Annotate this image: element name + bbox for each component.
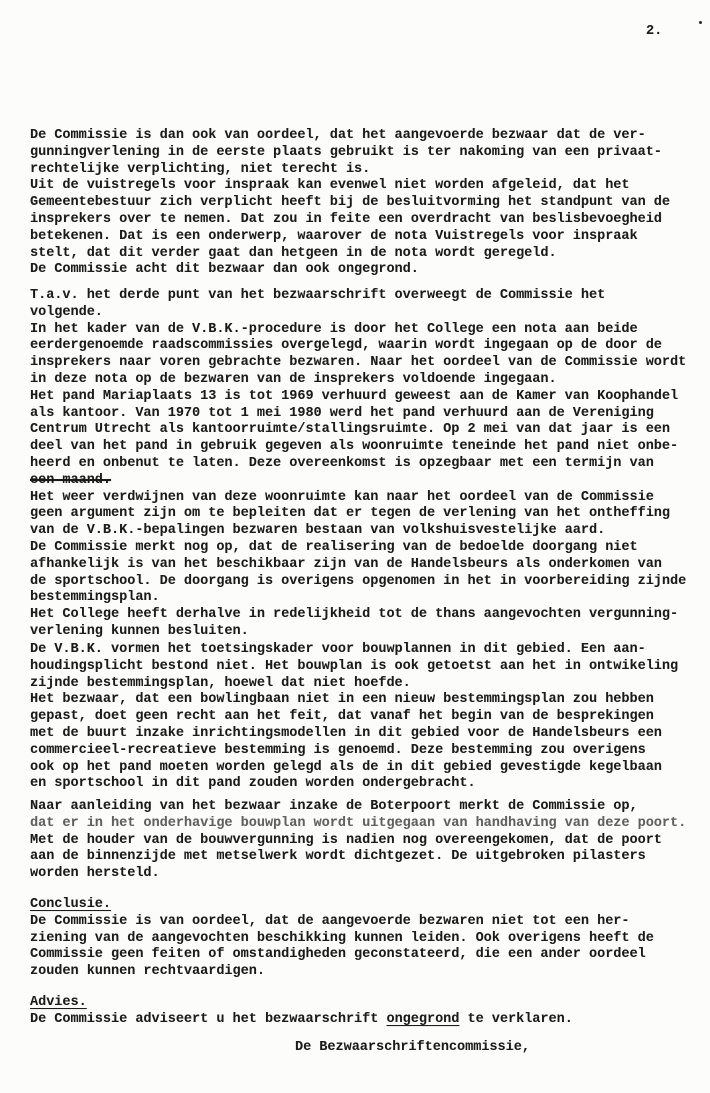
text-line: Het bezwaar, dat een bowlingbaan niet in een nieuw bestemmingsplan zou hebben xyxy=(30,692,654,708)
text-line: insprekers naar voren gebrachte bezwaren. Naar het oordeel van de Commissie wordt xyxy=(30,355,687,371)
text-line: gepast, doet geen recht aan het feit, dat vanaf het begin van de besprekingen xyxy=(30,709,654,725)
paragraph-2 xyxy=(30,288,686,641)
text-line: Centrum Utrecht als kantoorruimte/stallingsruimte. Op 2 mei van dat jaar is een xyxy=(30,422,671,438)
paragraph-4 xyxy=(30,799,686,883)
text-line: aan de binnenzijde met metselwerk wordt dichtgezet. De uitgebroken pilasters xyxy=(30,849,646,865)
text-line: houdingsplicht bestond niet. Het bouwplan is ook getoetst aan het in ontwikeling xyxy=(30,658,679,674)
text-line: commercieel-recreatieve bestemming is genoemd. Deze bestemming zou overigens xyxy=(30,742,646,758)
text-line: met de buurt inzake inrichtingsmodellen in dit gebied voor de Handelsbeurs een xyxy=(30,725,662,741)
text-line: als kantoor. Van 1970 tot 1 mei 1980 werd het pand verhuurd aan de Vereniging xyxy=(30,405,654,421)
text-line: bestemmingsplan. xyxy=(30,590,160,606)
text-line: zijnde bestemmingsplan, hoewel dat niet hoefde. xyxy=(30,675,411,691)
text-line: Gemeentebestuur zich verplicht heeft bij de besluitvorming het standpunt van de xyxy=(30,195,671,211)
text-line: betekenen. Dat is een onderwerp, waarover de nota Vuistregels voor inspraak xyxy=(30,228,638,244)
text-line: Het College heeft derhalve in redelijkheid tot de thans aangevochten vergunning- xyxy=(30,607,679,623)
text-line: rechtelijke verplichting, niet terecht is. xyxy=(30,161,371,177)
text-line: afhankelijk is van het beschikbaar zijn van de Handelsbeurs als onderkomen van xyxy=(30,556,662,572)
text-line: De Commissie merkt nog op, dat de realisering van de bedoelde doorgang niet xyxy=(30,539,638,555)
text-line: eerdergenoemde raadscommissies overgelegd, waarin wordt ingegaan op de door de xyxy=(30,338,662,354)
text-line: een maand. xyxy=(30,472,112,488)
text-line: worden hersteld. xyxy=(30,866,160,882)
text-line: De Commissie acht dit bezwaar dan ook ongegrond. xyxy=(30,262,419,278)
text-line: ziening van de aangevochten beschikking kunnen leiden. Ook overigens heeft de xyxy=(30,930,654,946)
text-line: T.a.v. het derde punt van het bezwaarschrift overweegt de Commissie het xyxy=(30,288,606,303)
text-line: Advies. xyxy=(30,995,87,1010)
text-line: De Commissie adviseert u het bezwaarschrift ongegrond te verklaren. xyxy=(30,1011,573,1027)
conclusie xyxy=(30,897,654,981)
text-line: In het kader van de V.B.K.-procedure is door het College een nota aan beide xyxy=(30,321,638,337)
text-line: ook op het pand moeten worden gelegd als de in dit gebied gevestigde kegelbaan xyxy=(30,759,662,775)
text-line: van de V.B.K.-bepalingen bezwaren bestaan van volkshuisvestelijke aard. xyxy=(30,523,606,539)
text-line: en sportschool in dit pand zouden worden ondergebracht. xyxy=(30,776,476,792)
text-line: Met de houder van de bouwvergunning is nadien nog overeengekomen, dat de poort xyxy=(30,832,662,848)
page-number: 2. xyxy=(646,24,663,39)
text-line: in deze nota op de bezwaren van de insprekers voldoende ingegaan. xyxy=(30,371,557,387)
text-line: De Commissie is dan ook van oordeel, dat het aangevoerde bezwaar dat de ver- xyxy=(30,128,646,143)
text-line: Conclusie. xyxy=(30,897,112,912)
text-line: Naar aanleiding van het bezwaar inzake de Boterpoort merkt de Commissie op, xyxy=(30,799,638,814)
text-line: De V.B.K. vormen het toetsingskader voor bouwplannen in dit gebied. Een aan- xyxy=(30,642,646,657)
text-line: Commissie geen feiten of omstandigheden geconstateerd, die een ander oordeel xyxy=(30,947,646,963)
text-line: zouden kunnen rechtvaardigen. xyxy=(30,964,265,980)
text-line: dat er in het onderhavige bouwplan wordt uitgegaan van handhaving van deze poort. xyxy=(30,815,687,831)
paragraph-1 xyxy=(30,128,670,279)
text-line: Het pand Mariaplaats 13 is tot 1969 verhuurd geweest aan de Kamer van Koophandel xyxy=(30,388,679,404)
text-line: deel van het pand in gebruik gegeven als woonruimte teneinde het pand niet onbe- xyxy=(30,439,679,455)
signature xyxy=(295,1040,530,1057)
text-line: De Bezwaarschriftencommissie, xyxy=(295,1040,530,1055)
text-line: de sportschool. De doorgang is overigens opgenomen in het in voorbereiding zijnde xyxy=(30,573,687,589)
text-line: stelt, dat dit verder gaat dan hetgeen in de nota wordt geregeld. xyxy=(30,245,557,261)
text-line: Het weer verdwijnen van deze woonruimte kan naar het oordeel van de Commissie xyxy=(30,489,654,505)
advies xyxy=(30,995,573,1029)
text-line: verlening kunnen besluiten. xyxy=(30,623,249,639)
text-line: De Commissie is van oordeel, dat de aangevoerde bezwaren niet tot een her- xyxy=(30,913,630,929)
text-line: insprekers over te nemen. Dat zou in feite een overdracht van beslisbevoegheid xyxy=(30,211,662,227)
text-line: gunningverlening in de eerste plaats gebruikt is ter nakoming van een privaat- xyxy=(30,144,662,160)
text-line: volgende. xyxy=(30,304,103,320)
scan-speck xyxy=(699,21,702,24)
text-line: geen argument zijn om te bepleiten dat er tegen de verlening van het ontheffing xyxy=(30,506,671,522)
text-line: heerd en onbenut te laten. Deze overeenkomst is opzegbaar met een termijn van xyxy=(30,455,654,471)
paragraph-3 xyxy=(30,642,678,793)
text-line: Uit de vuistregels voor inspraak kan evenwel niet worden afgeleid, dat het xyxy=(30,178,630,194)
